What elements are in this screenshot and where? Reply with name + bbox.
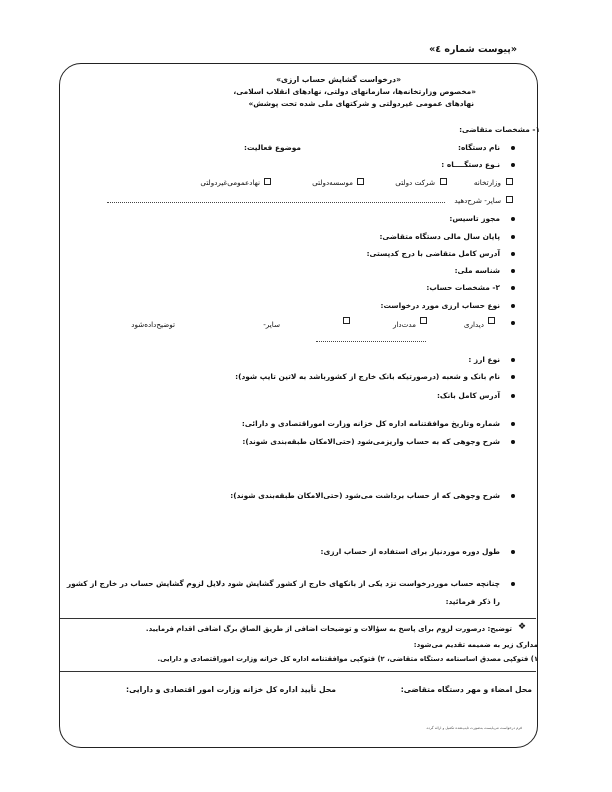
form-subtitle-2: نهادهای عمومی غیردولتی و شرکتهای ملی شده تحت پوشش»: [248, 99, 474, 108]
other-type-line: [107, 202, 445, 203]
national-id-label: شناسه ملی:: [454, 266, 500, 275]
note-text: توضیح: درصورت لزوم برای پاسخ به سؤالات و توضیحات اضافی از طریق الصاق برگ اضافی اقدام فرمایید.: [145, 625, 512, 633]
checkbox-gov-company[interactable]: [440, 178, 447, 185]
option-gov-institute-label: موسسه‌دولتی: [312, 178, 353, 187]
bullet: [511, 375, 515, 379]
activity-subject-label: موضوع فعالیت:: [244, 143, 301, 152]
footer-separator: [60, 618, 536, 619]
checkbox-public-non-gov[interactable]: [264, 178, 271, 185]
note-diamond-icon: ❖: [518, 622, 527, 632]
fiscal-year-end-label: پایان سال مالی دستگاه متقاضی:: [379, 232, 500, 241]
foreign-bank-reason-label-2: را ذکر فرمائید:: [445, 597, 500, 606]
usage-period-label: طول دوره موردنیاز برای استفاده از حساب ارزی:: [320, 547, 500, 556]
section2-title: ۲- مشخصات حساب:: [426, 283, 500, 292]
bullet: [511, 163, 515, 167]
bullet: [511, 358, 515, 362]
option-public-non-gov-label: نهادعمومی‌غیردولتی: [200, 178, 260, 187]
small-print: فرم درخواست می‌بایست به‌صورت تایپ‌شده تکمیل و ارائه گردد.: [425, 726, 522, 730]
signature-separator: [60, 671, 536, 672]
bullet: [511, 286, 515, 290]
section1-title: ۱- مشخصات متقاضی:: [459, 125, 540, 134]
option-other-label: سایر- شرح‌دهید: [454, 196, 501, 205]
option-gov-company-label: شرکت دولتی: [395, 178, 435, 187]
bullet: [511, 146, 515, 150]
deposits-label: شرح وجوهی که به حساب واریزمی‌شود (حتی‌الامکان طبقه‌بندی شوند):: [242, 437, 500, 446]
option-other-account-label: سایر-: [263, 320, 280, 329]
bullet: [511, 550, 515, 554]
bank-address-label: آدرس کامل بانک:: [436, 391, 500, 400]
attachments-title: مدارک زیر به ضمیمه تقدیم می‌شود:: [413, 641, 538, 649]
bullet: [511, 235, 515, 239]
bullet: [511, 217, 515, 221]
bullet: [511, 321, 515, 325]
bank-branch-label: نام بانک و شعبه (درصورتیکه بانک خارج از کشورباشد به لاتین تایپ شود):: [235, 372, 500, 381]
checkbox-term[interactable]: [420, 317, 427, 324]
explain-line: [316, 341, 426, 342]
signature-applicant-label: محل امضاء و مهر دستگاه متقاضی:: [400, 685, 532, 694]
checkbox-other-type[interactable]: [506, 196, 513, 203]
attachments-list: ۱) فتوکپی مصدق اساسنامه دستگاه متقاضی، ۲) فتوکپی موافقتنامه اداره کل خزانه وزارت اموراقتصادی و دارایی.: [157, 655, 538, 663]
form-subtitle-1: «مخصوص وزارتخانه‌ها، سازمانهای دولتی، نهادهای انقلاب اسلامی،: [233, 87, 476, 96]
full-address-label: آدرس کامل متقاضی با درج کدپستی:: [366, 249, 500, 258]
checkbox-gov-institute[interactable]: [357, 178, 364, 185]
bullet: [511, 422, 515, 426]
withdrawals-label: شرح وجوهی که از حساب برداشت می‌شود (حتی‌الامکان طبقه‌بندی شوند):: [230, 491, 500, 500]
bullet: [511, 304, 515, 308]
option-visual-label: دیداری: [463, 320, 484, 329]
account-type-label: نوع حساب ارزی مورد درخواست:: [380, 301, 500, 310]
signature-treasury-label: محل تأیید اداره کل خزانه وزارت امور اقتصادی و دارایی:: [126, 685, 336, 694]
checkbox-visual[interactable]: [488, 317, 495, 324]
bullet: [511, 269, 515, 273]
bullet: [511, 582, 515, 586]
option-ministry-label: وزارتخانه: [473, 178, 501, 187]
currency-type-label: نوع ارز :: [468, 355, 500, 364]
establishment-permit-label: مجوز تاسیس:: [449, 214, 500, 223]
checkbox-other-account[interactable]: [343, 317, 350, 324]
approval-number-label: شماره وتاریخ موافقتنامه اداره کل خزانه وزارت اموراقتصادی و دارائی:: [241, 419, 500, 428]
device-name-label: نام دستگاه:: [457, 143, 500, 152]
option-term-label: مدت‌دار: [392, 320, 416, 329]
foreign-bank-reason-label-1: چنانچه حساب موردرخواست نزد یکی از بانکهای خارج از کشور گشایش شود دلایل لزوم گشایش حساب در خارج از کشور: [66, 579, 500, 588]
bullet: [511, 394, 515, 398]
bullet: [511, 252, 515, 256]
form-title: «درخواست گشایش حساب ارزی»: [276, 75, 401, 84]
device-type-label: نـوع دستگــــاه :: [441, 160, 500, 169]
explain-label: توضیح‌داده‌شود: [131, 320, 175, 329]
bullet: [511, 440, 515, 444]
checkbox-ministry[interactable]: [506, 178, 513, 185]
attachment-label: «پیوست شماره ٤»: [429, 44, 517, 55]
bullet: [511, 494, 515, 498]
